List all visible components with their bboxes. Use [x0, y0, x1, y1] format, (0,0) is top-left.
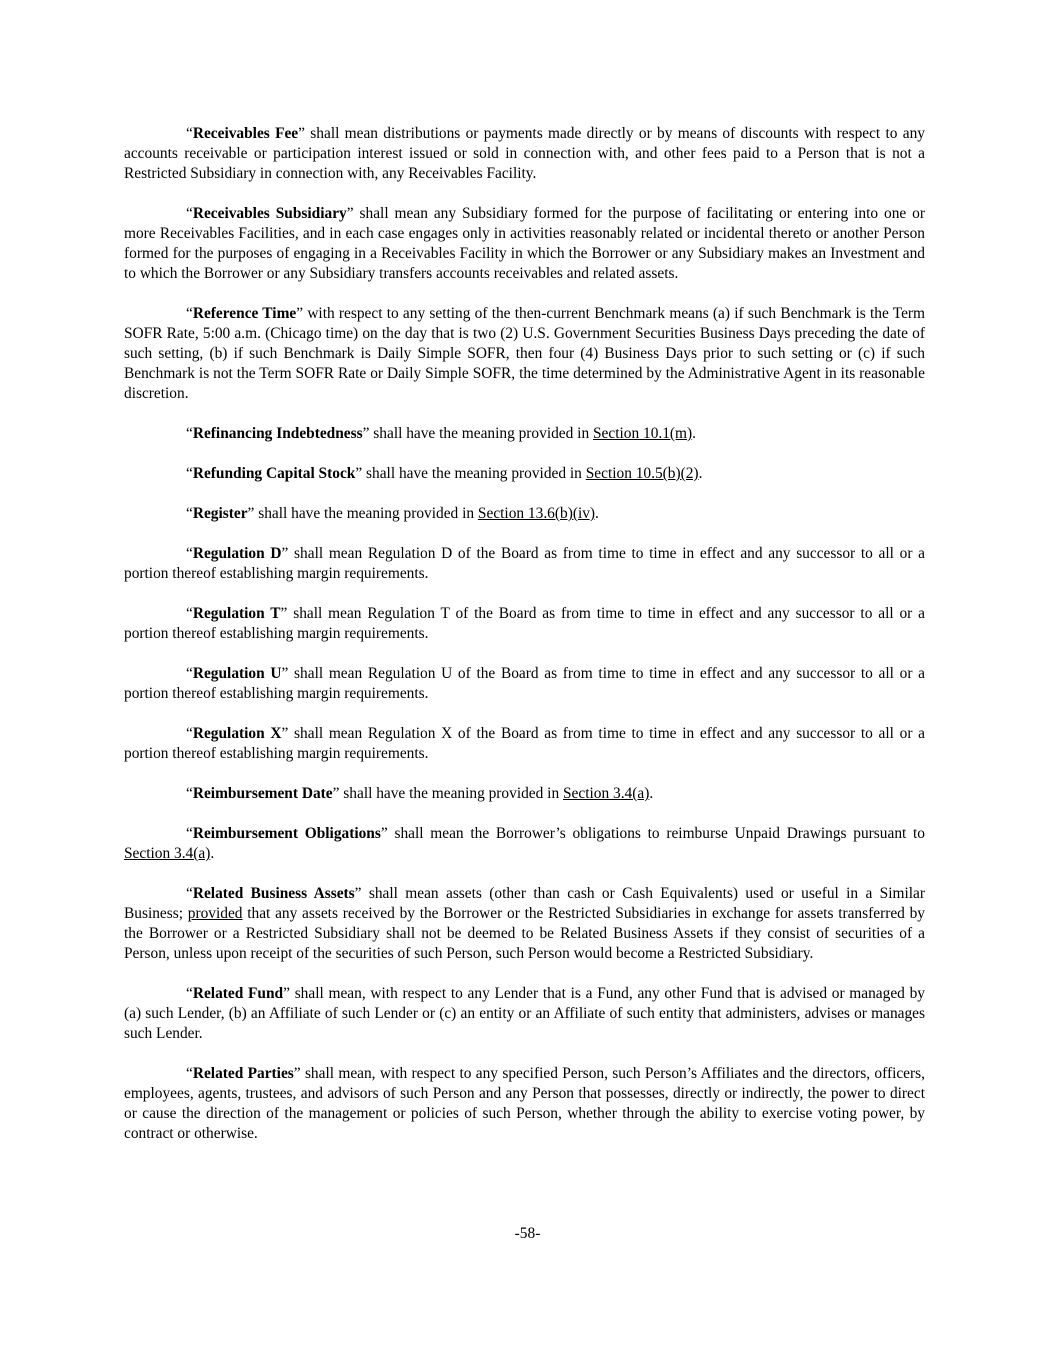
- defined-term: Regulation U: [192, 665, 282, 682]
- definition-text: shall mean Regulation U of the Board as from time to time in effect and any successor to all or a portion thereof establishing margin requirements.: [124, 665, 926, 702]
- definition-paragraph: “Related Parties” shall mean, with respect to any specified Person, such Person’s Affiliates and the directors, officers, employees, agents, trustees, and advisors of such Person and any Person that possesses, directly or indirectly, the power to direct or cause the direction of the management or policies of such Person, whether through the ability to exercise voting power, by contract or otherwise.: [124, 1065, 925, 1142]
- section-reference: Section 3.4(a): [562, 785, 650, 802]
- defined-term: Receivables Fee: [192, 125, 299, 142]
- definition-text: .: [210, 845, 215, 862]
- definition-text: shall mean assets (other than cash or Cash Equivalents) used or useful in a Similar Business;: [124, 885, 925, 922]
- definition-paragraph: “Refunding Capital Stock” shall have the meaning provided in Section 10.5(b)(2).: [186, 465, 703, 482]
- defined-term: Related Business Assets: [192, 885, 355, 902]
- definition-text: shall have the meaning provided in: [258, 505, 478, 522]
- definition-paragraph: “Receivables Fee” shall mean distributions or payments made directly or by means of discounts with respect to any accounts receivable or participation interest issued or sold in connection with, and other fees paid to a Person that is not a Restricted Subsidiary in connection with, any Receivables Facility.: [124, 125, 926, 182]
- defined-term: Related Parties: [192, 1065, 294, 1082]
- definition-paragraph: “Refinancing Indebtedness” shall have the meaning provided in Section 10.1(m).: [186, 425, 697, 442]
- definition-paragraph: “Receivables Subsidiary” shall mean any Subsidiary formed for the purpose of facilitating or entering into one or more Receivables Facilities, and in each case engages only in activities reasonably related or incidental thereto or another Person formed for the purposes of engaging in a Receivables Facility in which the Borrower or any Subsidiary makes an Investment and to which the Borrower or any Subsidiary transfers accounts receivables and related assets.: [124, 205, 925, 282]
- definition-paragraph: “Reference Time” with respect to any setting of the then-current Benchmark means (a) if such Benchmark is the Term SOFR Rate, 5:00 a.m. (Chicago time) on the day that is two (2) U.S. Government Securities Business Days preceding the date of such setting, (b) if such Benchmark is Daily Simple SOFR, then four (4) Business Days prior to such setting or (c) if such Benchmark is not the Term SOFR Rate or Daily Simple SOFR, the time determined by the Administrative Agent in its reasonable discretion.: [124, 305, 926, 402]
- definition-paragraph: “Register” shall have the meaning provided in Section 13.6(b)(iv).: [186, 505, 599, 522]
- definitions-list: [124, 124, 925, 1144]
- definition-text: that any assets received by the Borrower or the Restricted Subsidiaries in exchange for assets transferred by the Borrower or a Restricted Subsidiary shall not be deemed to be Related Business Assets if they consist of securities of a Person, unless upon receipt of the securities of such Person, such Person would become a Restricted Subsidiary.: [124, 905, 925, 962]
- section-reference: Section 3.4(a): [124, 845, 211, 862]
- definition-text: .: [595, 505, 599, 522]
- defined-term: Regulation X: [192, 725, 282, 742]
- definition-paragraph: “Related Business Assets” shall mean assets (other than cash or Cash Equivalents) used or useful in a Similar Business; provided that any assets received by the Borrower or the Restricted Subsidiaries in exchange for assets transferred by the Borrower or a Restricted Subsidiary shall not be deemed to be Related Business Assets if they consist of securities of a Person, unless upon receipt of the securities of such Person, such Person would become a Restricted Subsidiary.: [124, 885, 925, 962]
- definition-text: shall have the meaning provided in: [373, 425, 593, 442]
- section-reference: provided: [187, 905, 243, 922]
- definition-text: with respect to any setting of the then-current Benchmark means (a) if such Benchmark is the Term SOFR Rate, 5:00 a.m. (Chicago time) on the day that is two (2) U.S. Government Securities Business Days preceding the date of such setting, (b) if such Benchmark is Daily Simple SOFR, then four (4) Business Days prior to such setting or (c) if such Benchmark is not the Term SOFR Rate or Daily Simple SOFR, the time determined by the Administrative Agent in its reasonable discretion.: [124, 305, 926, 402]
- definition-text: shall mean the Borrower’s obligations to reimburse Unpaid Drawings pursuant to: [394, 825, 926, 842]
- definition-paragraph: “Regulation D” shall mean Regulation D of the Board as from time to time in effect and any successor to all or a portion thereof establishing margin requirements.: [124, 545, 926, 582]
- section-reference: Section 13.6(b)(iv): [477, 505, 596, 522]
- definition-text: .: [649, 785, 654, 802]
- definition-paragraph: “Regulation T” shall mean Regulation T of the Board as from time to time in effect and any successor to all or a portion thereof establishing margin requirements.: [124, 605, 926, 642]
- definition-text: shall mean any Subsidiary formed for the purpose of facilitating or entering into one or more Receivables Facilities, and in each case engages only in activities reasonably related or incidental thereto or another Person formed for the purposes of engaging in a Receivables Facility in which the Borrower or any Subsidiary makes an Investment and to which the Borrower or any Subsidiary transfers accounts receivables and related assets.: [124, 205, 925, 282]
- definition-paragraph: “Regulation U” shall mean Regulation U of the Board as from time to time in effect and any successor to all or a portion thereof establishing margin requirements.: [124, 665, 926, 702]
- defined-term: Register: [192, 505, 248, 522]
- document-body: [124, 124, 925, 1164]
- defined-term: Refinancing Indebtedness: [192, 425, 363, 442]
- definition-text: shall have the meaning provided in: [366, 465, 586, 482]
- page-number: -58-: [514, 1225, 541, 1242]
- defined-term: Refunding Capital Stock: [192, 465, 356, 482]
- defined-term: Regulation T: [192, 605, 281, 622]
- defined-term: Regulation D: [192, 545, 282, 562]
- definition-text: .: [698, 465, 703, 482]
- defined-term: Reimbursement Obligations: [192, 825, 381, 842]
- defined-term: Reimbursement Date: [192, 785, 333, 802]
- definition-paragraph: “Related Fund” shall mean, with respect to any Lender that is a Fund, any other Fund that is advised or managed by (a) such Lender, (b) an Affiliate of such Lender or (c) an entity or an Affiliate of such entity that administers, advises or manages such Lender.: [124, 985, 925, 1042]
- definition-paragraph: “Reimbursement Date” shall have the meaning provided in Section 3.4(a).: [186, 785, 654, 802]
- definition-text: shall mean, with respect to any Lender that is a Fund, any other Fund that is advised or managed by (a) such Lender, (b) an Affiliate of such Lender or (c) an entity or an Affiliate of such entity that administers, advises or manages such Lender.: [124, 985, 925, 1042]
- definition-text: .: [692, 425, 697, 442]
- definition-text: shall mean, with respect to any specified Person, such Person’s Affiliates and the directors, officers, employees, agents, trustees, and advisors of such Person and any Person that possesses, directly or indirectly, the power to direct or cause the direction of the management or policies of such Person, whether through the ability to exercise voting power, by contract or otherwise.: [124, 1065, 925, 1142]
- definition-text: shall mean distributions or payments made directly or by means of discounts with respect to any accounts receivable or participation interest issued or sold in connection with, and other fees paid to a Person that is not a Restricted Subsidiary in connection with, any Receivables Facility.: [124, 125, 926, 182]
- defined-term: Receivables Subsidiary: [192, 205, 347, 222]
- section-reference: Section 10.5(b)(2): [585, 465, 699, 482]
- definition-text: shall mean Regulation D of the Board as from time to time in effect and any successor to all or a portion thereof establishing margin requirements.: [124, 545, 926, 582]
- definition-text: shall have the meaning provided in: [343, 785, 563, 802]
- definition-paragraph: “Regulation X” shall mean Regulation X of the Board as from time to time in effect and any successor to all or a portion thereof establishing margin requirements.: [124, 725, 926, 762]
- defined-term: Related Fund: [192, 985, 284, 1002]
- definition-text: shall mean Regulation T of the Board as from time to time in effect and any successor to all or a portion thereof establishing margin requirements.: [124, 605, 926, 642]
- definition-paragraph: “Reimbursement Obligations” shall mean the Borrower’s obligations to reimburse Unpaid Drawings pursuant to Section 3.4(a).: [124, 825, 926, 862]
- section-reference: Section 10.1(m): [592, 425, 693, 442]
- definition-text: shall mean Regulation X of the Board as from time to time in effect and any successor to all or a portion thereof establishing margin requirements.: [124, 725, 926, 762]
- defined-term: Reference Time: [192, 305, 297, 322]
